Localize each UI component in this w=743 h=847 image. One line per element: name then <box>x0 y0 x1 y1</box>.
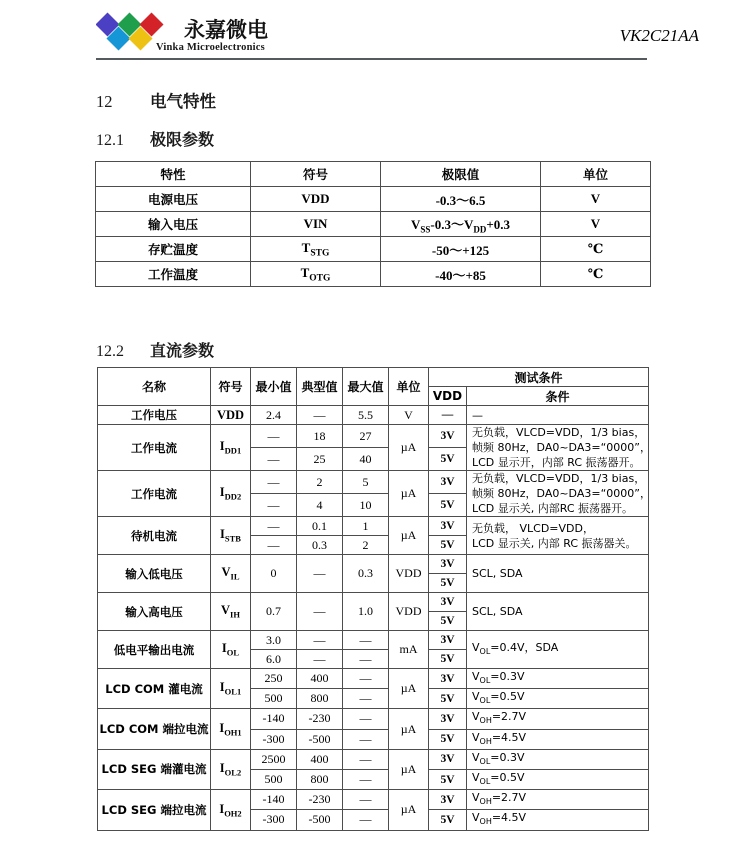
table-row <box>96 262 651 287</box>
parameter-name: 工作电流 <box>98 425 211 471</box>
value-min: 0.7 <box>251 593 297 631</box>
column-header: 极限值 <box>381 162 541 187</box>
column-header-name: 名称 <box>98 368 211 406</box>
value-vdd: 3V <box>429 425 467 448</box>
value-max: — <box>343 749 389 769</box>
value-max: — <box>343 650 389 669</box>
parameter-symbol: VDD <box>211 406 251 425</box>
parameter-name: 电源电压 <box>96 187 251 212</box>
value-max: 0.3 <box>343 555 389 593</box>
parameter-name: 工作温度 <box>96 262 251 287</box>
value-vdd: 3V <box>429 631 467 650</box>
table-row <box>98 631 649 650</box>
value-condition: $V_{OL}=0.3V$ <box>467 749 649 769</box>
column-header-typ: 典型值 <box>297 368 343 406</box>
value-condition: SCL, SDA <box>467 593 649 631</box>
value-condition: 无负载，VLCD=VDD，1/3 bias， 帧频 80Hz，DA0~DA3=“0000”， LCD 显示关, 内部RC 振荡器开。 <box>467 471 649 517</box>
parameter-limit: -40～+85 <box>381 262 541 287</box>
value-unit: V <box>389 406 429 425</box>
value-max: — <box>343 689 389 709</box>
parameter-name: 输入低电压 <box>98 555 211 593</box>
column-header-condition: 条件 <box>467 387 649 406</box>
value-max: 5.5 <box>343 406 389 425</box>
parameter-symbol: $I_{OH1}$ <box>211 709 251 749</box>
value-typ: — <box>297 593 343 631</box>
parameter-name: LCD SEG 端拉电流 <box>98 790 211 830</box>
value-typ: 0.1 <box>297 517 343 536</box>
parameter-name: 低电平输出电流 <box>98 631 211 669</box>
column-header: 单位 <box>541 162 651 187</box>
value-typ: 0.3 <box>297 536 343 555</box>
table-row <box>96 212 651 237</box>
value-typ: 2 <box>297 471 343 494</box>
table-row <box>98 517 649 536</box>
value-vdd: 5V <box>429 769 467 789</box>
parameter-limit: $V_{SS}-0.3\sim V_{DD}+0.3$ <box>381 212 541 237</box>
value-typ: — <box>297 406 343 425</box>
column-header: 特性 <box>96 162 251 187</box>
value-min: -300 <box>251 729 297 749</box>
parameter-symbol: $I_{OL2}$ <box>211 749 251 789</box>
column-header-min: 最小值 <box>251 368 297 406</box>
value-min: — <box>251 536 297 555</box>
value-condition: $V_{OH}=2.7V$ <box>467 709 649 729</box>
logo-company-name-cn: 永嘉微电 <box>184 18 268 42</box>
dc-parameters-table <box>97 367 649 831</box>
value-vdd: 3V <box>429 669 467 689</box>
absolute-maximum-ratings-table <box>95 161 651 287</box>
table-row <box>98 749 649 769</box>
value-unit: µA <box>389 425 429 471</box>
value-min: — <box>251 517 297 536</box>
value-max: 40 <box>343 448 389 471</box>
parameter-symbol: $T_{STG}$ <box>251 237 381 262</box>
value-unit: µA <box>389 517 429 555</box>
value-unit: VDD <box>389 593 429 631</box>
table-row <box>98 555 649 574</box>
parameter-name: 输入高电压 <box>98 593 211 631</box>
value-vdd: 5V <box>429 650 467 669</box>
value-min: -300 <box>251 810 297 830</box>
parameter-symbol: $I_{OL}$ <box>211 631 251 669</box>
table-row <box>98 406 649 425</box>
column-header: 符号 <box>251 162 381 187</box>
parameter-symbol: $I_{STB}$ <box>211 517 251 555</box>
table-row <box>98 471 649 494</box>
parameter-symbol: $I_{DD1}$ <box>211 425 251 471</box>
parameter-symbol: $V_{IL}$ <box>211 555 251 593</box>
value-typ: -500 <box>297 810 343 830</box>
value-condition: $V_{OL}=0.5V$ <box>467 689 649 709</box>
column-header-max: 最大值 <box>343 368 389 406</box>
value-condition: SCL, SDA <box>467 555 649 593</box>
value-max: 1 <box>343 517 389 536</box>
section-number: 12.2 <box>96 343 124 360</box>
parameter-unit: ℃ <box>541 262 651 287</box>
value-min: -140 <box>251 709 297 729</box>
parameter-unit: V <box>541 187 651 212</box>
value-max: — <box>343 810 389 830</box>
value-min: 500 <box>251 689 297 709</box>
parameter-symbol: VIN <box>251 212 381 237</box>
value-max: — <box>343 729 389 749</box>
value-min: 6.0 <box>251 650 297 669</box>
parameter-limit: -50～+125 <box>381 237 541 262</box>
table-row <box>98 425 649 448</box>
value-typ: 18 <box>297 425 343 448</box>
value-vdd: 5V <box>429 689 467 709</box>
value-unit: VDD <box>389 555 429 593</box>
value-unit: µA <box>389 749 429 789</box>
value-vdd: 5V <box>429 494 467 517</box>
value-vdd: 3V <box>429 790 467 810</box>
value-unit: µA <box>389 669 429 709</box>
value-unit: µA <box>389 709 429 749</box>
column-header-symbol: 符号 <box>211 368 251 406</box>
value-typ: -230 <box>297 709 343 729</box>
parameter-name: 工作电压 <box>98 406 211 425</box>
logo-company-name-en: Vinka Microelectronics <box>156 42 265 53</box>
value-vdd: 5V <box>429 574 467 593</box>
value-vdd: 3V <box>429 555 467 574</box>
value-typ: 400 <box>297 669 343 689</box>
company-logo <box>96 12 396 56</box>
value-unit: µA <box>389 790 429 830</box>
value-typ: 4 <box>297 494 343 517</box>
table-row <box>96 237 651 262</box>
value-vdd: 5V <box>429 612 467 631</box>
value-max: 10 <box>343 494 389 517</box>
table-row <box>98 669 649 689</box>
section-heading-12-2 <box>96 338 214 361</box>
table-row <box>98 790 649 810</box>
value-min: — <box>251 494 297 517</box>
parameter-symbol: $I_{OL1}$ <box>211 669 251 709</box>
value-typ: 800 <box>297 769 343 789</box>
value-condition: $V_{OH}=2.7V$ <box>467 790 649 810</box>
value-min: -140 <box>251 790 297 810</box>
table-header-row <box>96 162 651 187</box>
table-row <box>96 187 651 212</box>
value-vdd: 3V <box>429 593 467 612</box>
value-min: 3.0 <box>251 631 297 650</box>
value-typ: 800 <box>297 689 343 709</box>
parameter-symbol: VDD <box>251 187 381 212</box>
value-typ: — <box>297 631 343 650</box>
value-vdd: 3V <box>429 749 467 769</box>
column-header-vdd: VDD <box>429 387 467 406</box>
value-vdd: — <box>429 406 467 425</box>
parameter-name: LCD COM 灌电流 <box>98 669 211 709</box>
part-number: VK2C21AA <box>619 26 699 45</box>
value-min: 250 <box>251 669 297 689</box>
value-condition: $V_{OH}=4.5V$ <box>467 810 649 830</box>
parameter-name: LCD COM 端拉电流 <box>98 709 211 749</box>
value-unit: µA <box>389 471 429 517</box>
value-max: — <box>343 631 389 650</box>
value-typ: — <box>297 555 343 593</box>
value-condition: $V_{OL}=0.3V$ <box>467 669 649 689</box>
value-condition: 无负载， VLCD=VDD， LCD 显示关, 内部 RC 振荡器关。 <box>467 517 649 555</box>
value-condition: — <box>467 406 649 425</box>
parameter-symbol: $I_{OH2}$ <box>211 790 251 830</box>
table-row <box>98 593 649 612</box>
value-vdd: 5V <box>429 810 467 830</box>
value-vdd: 5V <box>429 448 467 471</box>
value-condition: $V_{OL}=0.5V$ <box>467 769 649 789</box>
value-vdd: 5V <box>429 536 467 555</box>
parameter-name: 存贮温度 <box>96 237 251 262</box>
value-condition: 无负载，VLCD=VDD，1/3 bias， 帧频 80Hz，DA0~DA3=“0000”， LCD 显示开，内部 RC 振荡器开。 <box>467 425 649 471</box>
value-condition: $V_{OL}=0.4V$，SDA <box>467 631 649 669</box>
parameter-name: 工作电流 <box>98 471 211 517</box>
value-typ: 25 <box>297 448 343 471</box>
parameter-name: LCD SEG 端灌电流 <box>98 749 211 789</box>
header-divider <box>96 58 647 60</box>
section-heading-12 <box>96 88 216 112</box>
value-min: 500 <box>251 769 297 789</box>
value-max: 27 <box>343 425 389 448</box>
value-vdd: 5V <box>429 729 467 749</box>
parameter-symbol: $I_{DD2}$ <box>211 471 251 517</box>
value-min: 0 <box>251 555 297 593</box>
parameter-limit: -0.3～6.5 <box>381 187 541 212</box>
section-title: 电气特性 <box>150 92 216 111</box>
value-min: — <box>251 448 297 471</box>
value-min: 2.4 <box>251 406 297 425</box>
value-typ: -500 <box>297 729 343 749</box>
value-vdd: 3V <box>429 471 467 494</box>
value-typ: -230 <box>297 790 343 810</box>
value-max: 1.0 <box>343 593 389 631</box>
value-vdd: 3V <box>429 517 467 536</box>
section-number: 12.1 <box>96 132 124 149</box>
column-header-unit: 单位 <box>389 368 429 406</box>
table-row <box>98 709 649 729</box>
value-typ: 400 <box>297 749 343 769</box>
section-heading-12-1 <box>96 127 214 150</box>
value-max: — <box>343 709 389 729</box>
value-max: 2 <box>343 536 389 555</box>
value-max: — <box>343 669 389 689</box>
parameter-symbol: $T_{OTG}$ <box>251 262 381 287</box>
parameter-name: 输入电压 <box>96 212 251 237</box>
value-typ: — <box>297 650 343 669</box>
section-title: 极限参数 <box>150 130 215 149</box>
value-min: — <box>251 471 297 494</box>
section-number: 12 <box>96 92 113 111</box>
page-header <box>0 0 743 62</box>
parameter-unit: V <box>541 212 651 237</box>
value-max: 5 <box>343 471 389 494</box>
value-min: 2500 <box>251 749 297 769</box>
value-max: — <box>343 769 389 789</box>
parameter-unit: ℃ <box>541 237 651 262</box>
value-vdd: 3V <box>429 709 467 729</box>
value-min: — <box>251 425 297 448</box>
value-unit: mA <box>389 631 429 669</box>
value-max: — <box>343 790 389 810</box>
value-condition: $V_{OH}=4.5V$ <box>467 729 649 749</box>
parameter-name: 待机电流 <box>98 517 211 555</box>
section-title: 直流参数 <box>150 341 215 360</box>
parameter-symbol: $V_{IH}$ <box>211 593 251 631</box>
table-header-row <box>98 368 649 387</box>
column-header-test-conditions: 测试条件 <box>429 368 649 387</box>
